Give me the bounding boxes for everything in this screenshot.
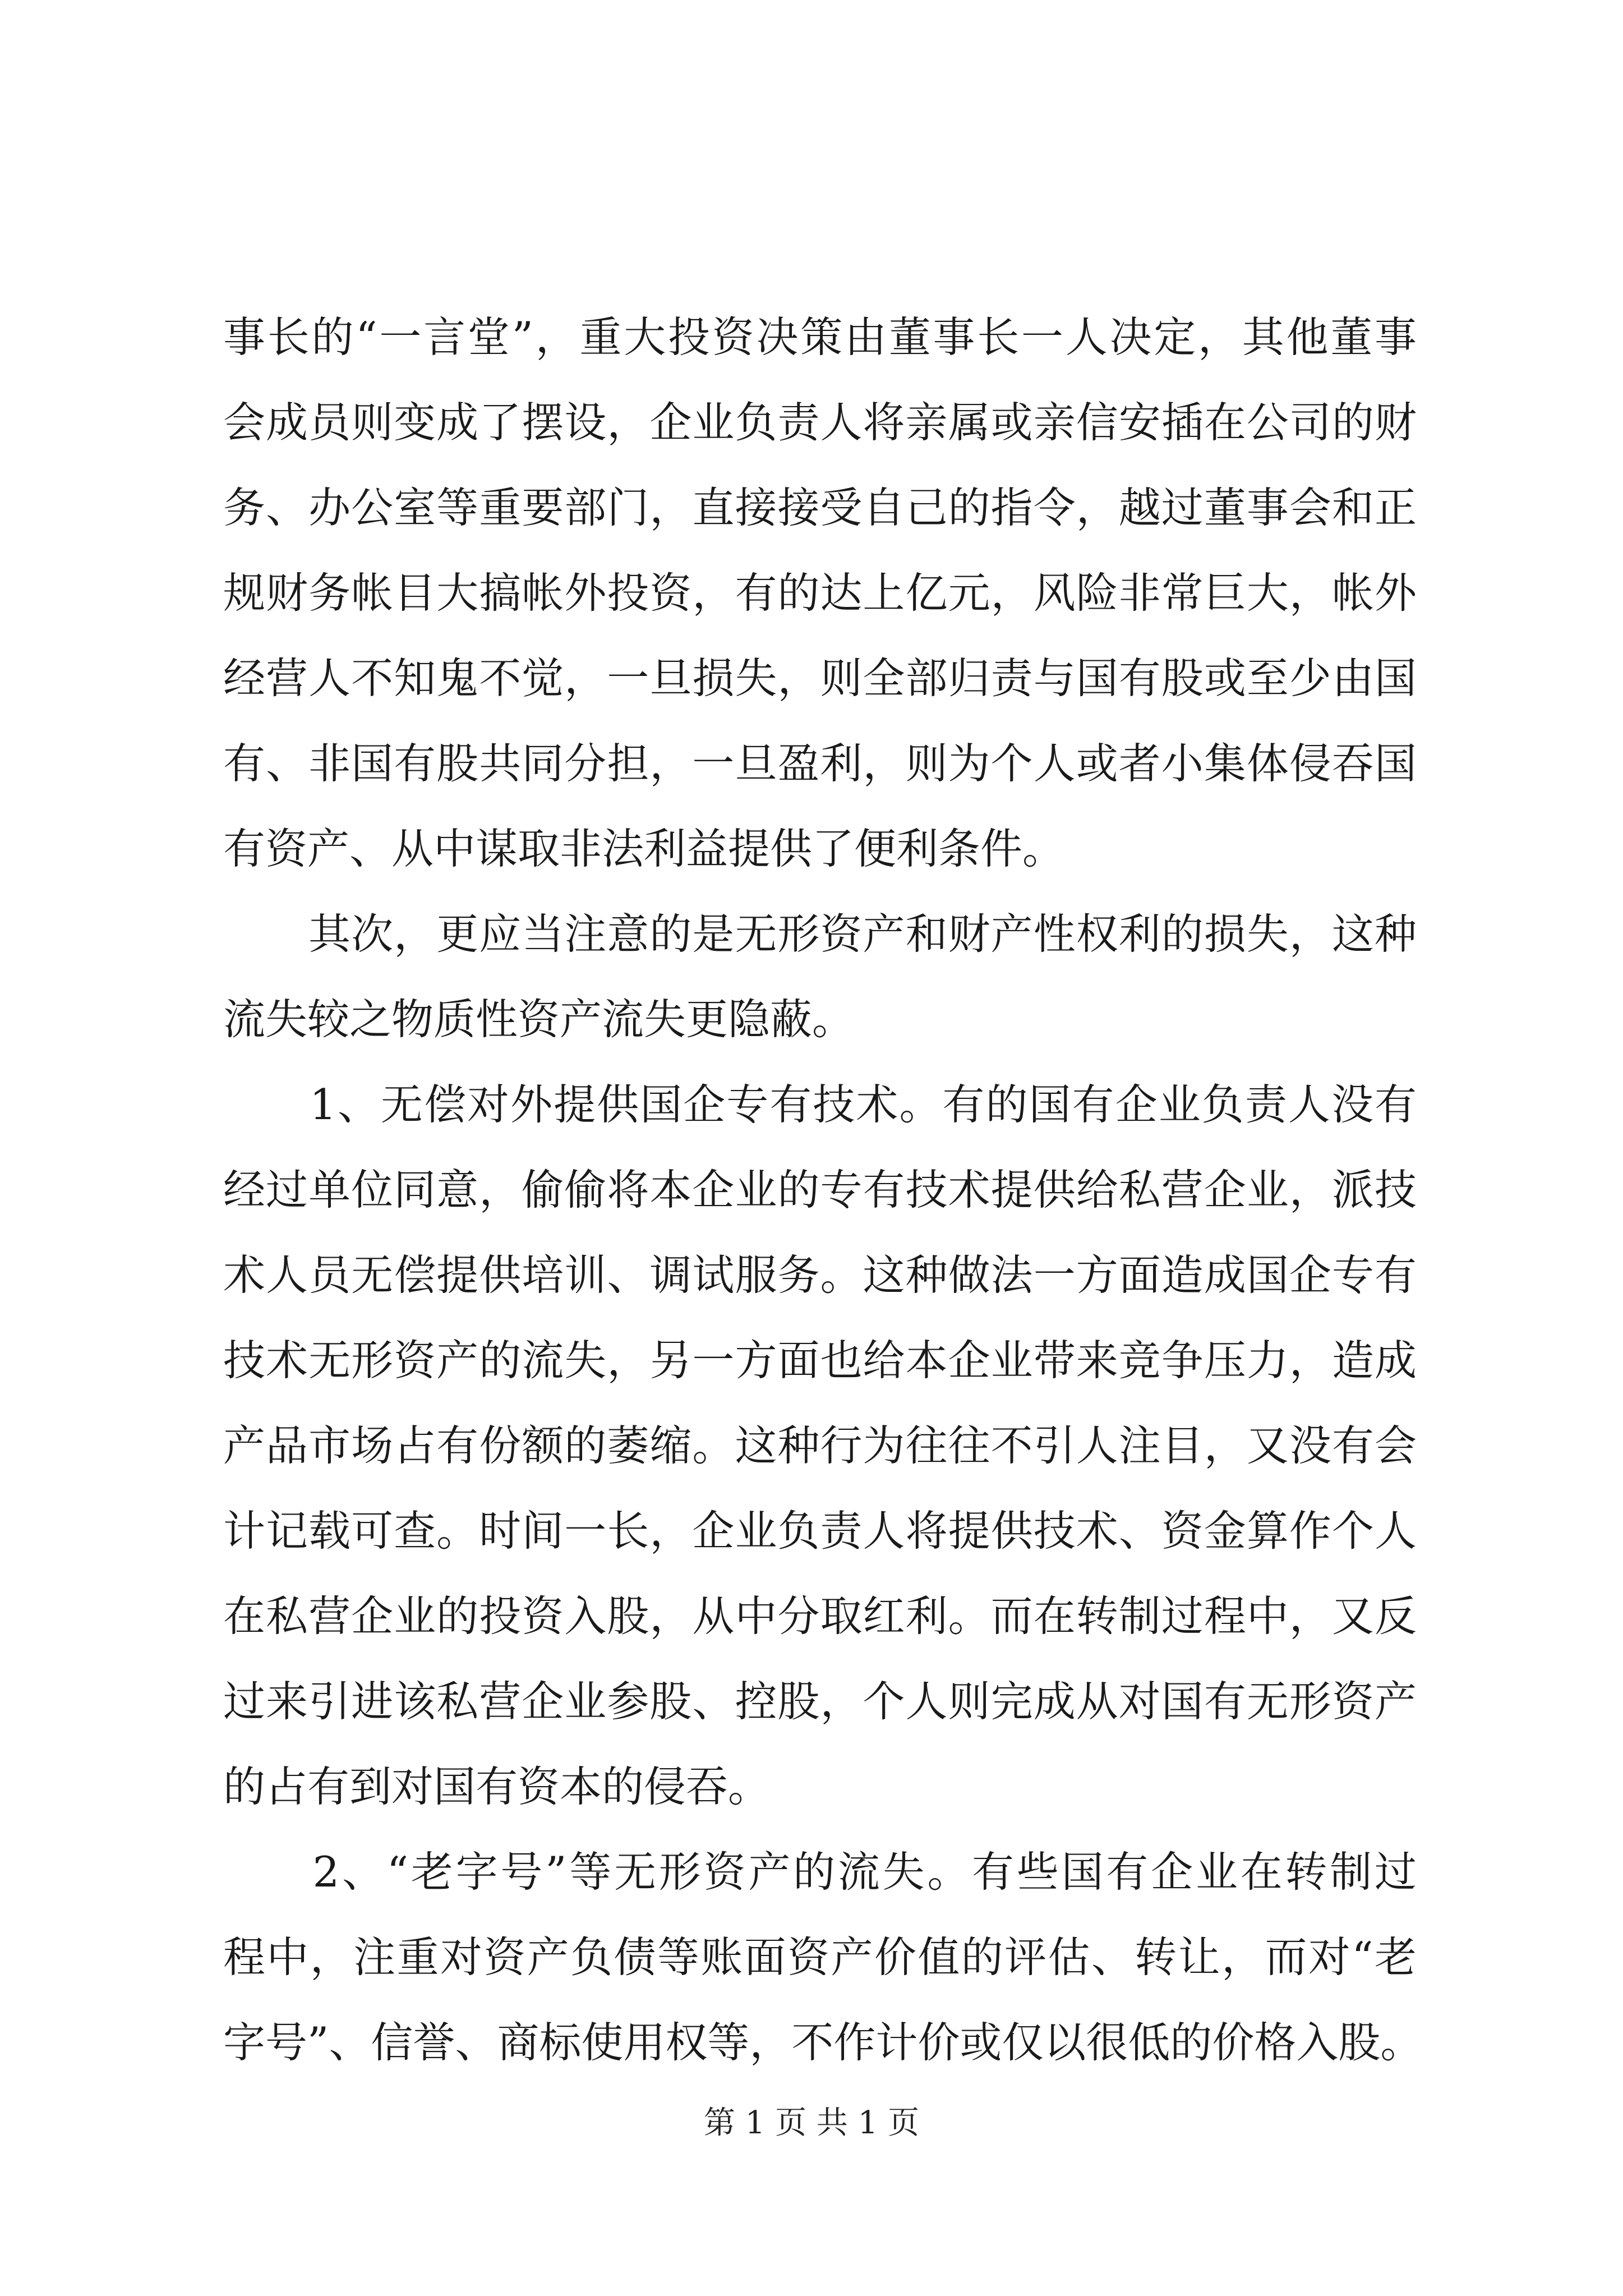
text-line: 产品市场占有份额的萎缩。这种行为往往不引人注目，又没有会 bbox=[223, 1421, 1417, 1470]
text-line: 程中，注重对资产负债等账面资产价值的评估、转让，而对“老 bbox=[223, 1932, 1417, 1982]
text-line: 有、非国有股共同分担，一旦盈利，则为个人或者小集体侵吞国 bbox=[223, 739, 1417, 788]
text-line: 在私营企业的投资入股，从中分取红利。而在转制过程中，又反 bbox=[223, 1591, 1417, 1641]
text-line: 事长的“一言堂”，重大投资决策由董事长一人决定，其他董事 bbox=[223, 312, 1417, 362]
text-line: 规财务帐目大搞帐外投资，有的达上亿元，风险非常巨大，帐外 bbox=[223, 568, 1417, 618]
text-line: 其次，更应当注意的是无形资产和财产性权利的损失，这种 bbox=[223, 909, 1417, 959]
document-body bbox=[223, 295, 1423, 2085]
text-line: 务、办公室等重要部门，直接接受自己的指令，越过董事会和正 bbox=[223, 483, 1417, 532]
text-line: 技术无形资产的流失，另一方面也给本企业带来竞争压力，造成 bbox=[223, 1336, 1417, 1385]
text-line: 经营人不知鬼不觉，一旦损失，则全部归责与国有股或至少由国 bbox=[223, 654, 1417, 703]
text-line: 1、无偿对外提供国企专有技术。有的国有企业负责人没有 bbox=[223, 1080, 1417, 1129]
text-line: 流失较之物质性资产流失更隐蔽。 bbox=[223, 995, 855, 1044]
text-line: 术人员无偿提供培训、调试服务。这种做法一方面造成国企专有 bbox=[223, 1250, 1417, 1300]
text-line: 计记载可查。时间一长，企业负责人将提供技术、资金算作个人 bbox=[223, 1506, 1417, 1556]
text-line: 有资产、从中谋取非法利益提供了便利条件。 bbox=[223, 824, 1065, 873]
text-line: 经过单位同意，偷偷将本企业的专有技术提供给私营企业，派技 bbox=[223, 1165, 1417, 1214]
text-line: 2、“老字号”等无形资产的流失。有些国有企业在转制过 bbox=[223, 1847, 1417, 1897]
text-line: 字号”、信誉、商标使用权等，不作计价或仅以很低的价格入股。 bbox=[223, 2018, 1423, 2067]
text-line: 的占有到对国有资本的侵吞。 bbox=[223, 1762, 771, 1811]
text-line: 过来引进该私营企业参股、控股，个人则完成从对国有无形资产 bbox=[223, 1677, 1417, 1726]
text-line: 会成员则变成了摆设，企业负责人将亲属或亲信安插在公司的财 bbox=[223, 398, 1417, 447]
page-footer: 第 1 页 共 1 页 bbox=[703, 2105, 920, 2141]
